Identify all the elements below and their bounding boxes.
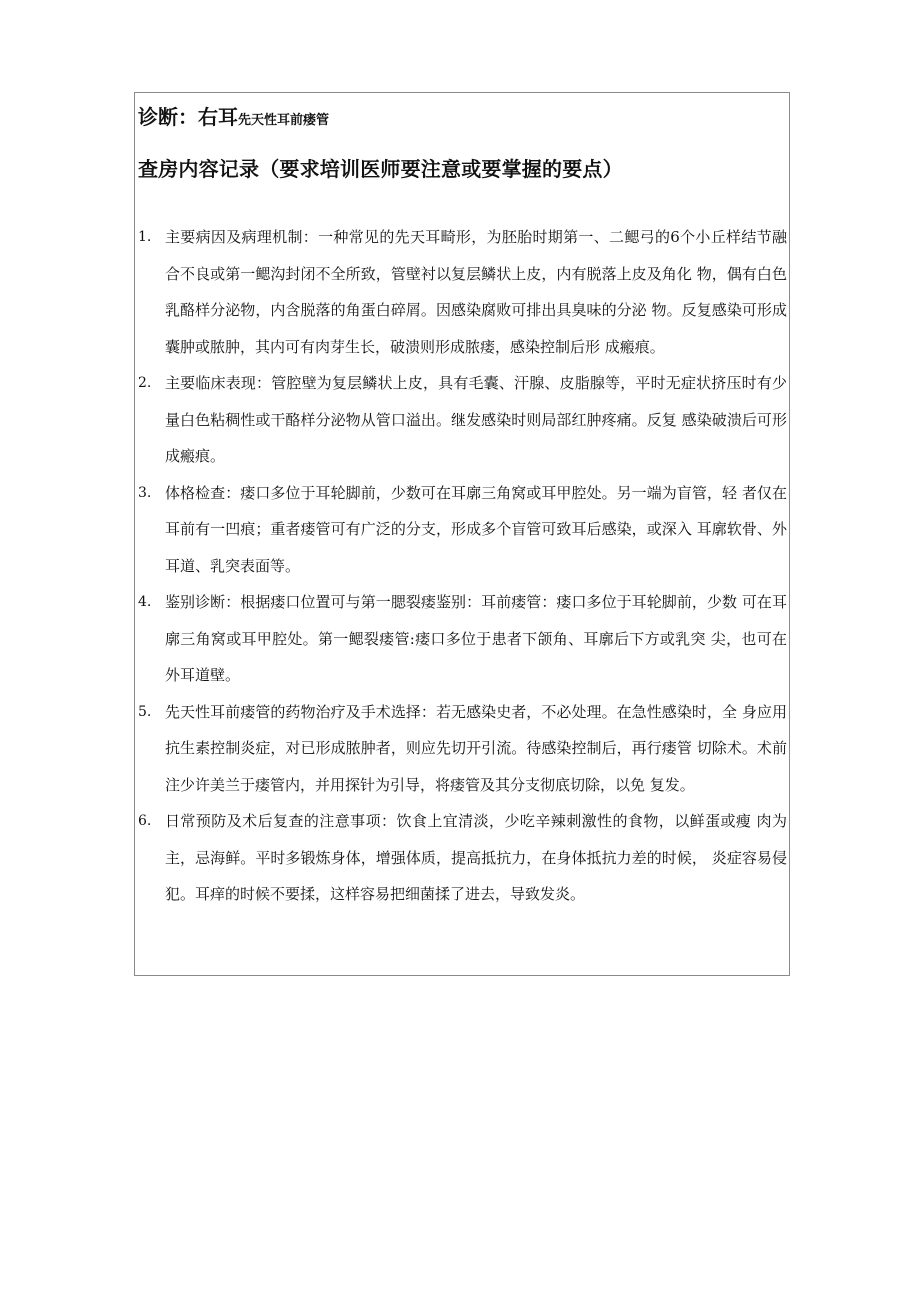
list-item	[135, 219, 789, 365]
list-item	[135, 365, 789, 475]
item-text: 体格检查：瘘口多位于耳轮脚前，少数可在耳廓三角窝或耳甲腔处。另一端为盲管，轻 者仅在耳前有一凹痕；重者瘘管可有广泛的分支，形成多个盲管可致耳后感染，或深入 耳廓软骨、外耳道、乳突表面等。	[165, 483, 787, 575]
item-text: 先天性耳前瘘管的药物治疗及手术选择：若无感染史者，不必处理。在急性感染时，全 身应用抗生素控制炎症，对已形成脓肿者，则应先切开引流。待感染控制后，再行瘘管 切除术。术前注少许美兰于瘘管内，并用探针为引导，将瘘管及其分支彻底切除，以免 复发。	[165, 702, 787, 794]
list-item	[135, 475, 789, 585]
ward-round-record-box	[134, 92, 790, 976]
key-points-list	[135, 219, 789, 913]
item-number: 1.	[138, 229, 152, 245]
item-text: 日常预防及术后复查的注意事项：饮食上宜清淡，少吃辛辣刺激性的食物，以鲜蛋或瘦 肉为主，忌海鲜。平时多锻炼身体，增强体质，提高抵抗力，在身体抵抗力差的时候， 炎症容易侵犯。耳痒的时候不要揉，这样容易把细菌揉了进去，导致发炎。	[165, 812, 787, 903]
item-number: 4.	[138, 594, 152, 610]
item-text: 鉴别诊断：根据瘘口位置可与第一腮裂瘘鉴别：耳前瘘管：瘘口多位于耳轮脚前，少数 可在耳廓三角窝或耳甲腔处。第一鳃裂瘘管:瘘口多位于患者下颌角、耳廓后下方或乳突 尖，也可在外耳道壁。	[165, 593, 787, 684]
item-number: 2.	[138, 375, 152, 391]
diagnosis-label: 诊断：右耳	[138, 105, 238, 129]
diagnosis-line	[138, 101, 329, 130]
item-number: 3.	[138, 484, 152, 501]
item-text: 主要临床表现：管腔壁为复层鳞状上皮，具有毛囊、汗腺、皮脂腺等，平时无症状挤压时有少量白色粘稠性或干酪样分泌物从管口溢出。继发感染时则局部红肿疼痛。反复 感染破溃后可形成瘢痕。	[165, 374, 787, 465]
section-title: 查房内容记录（要求培训医师要注意或要掌握的要点）	[138, 157, 623, 181]
item-number: 6.	[138, 813, 152, 829]
diagnosis-value: 先天性耳前瘘管	[238, 113, 330, 128]
list-item	[135, 584, 789, 694]
item-number: 5.	[138, 703, 152, 720]
list-item	[135, 694, 789, 804]
item-text: 主要病因及病理机制：一种常见的先天耳畸形，为胚胎时期第一、二鳃弓的6个小丘样结节融合不良或第一鳃沟封闭不全所致，管壁衬以复层鳞状上皮，内有脱落上皮及角化 物，偶有白色乳酪样分泌物，内含脱落的角蛋白碎屑。因感染腐败可排出具臭味的分泌 物。反复感染可形成囊肿或脓肿，其内可有肉芽生长，破溃则形成脓瘘，感染控制后形 成瘢痕。	[165, 228, 787, 356]
list-item	[135, 803, 789, 913]
